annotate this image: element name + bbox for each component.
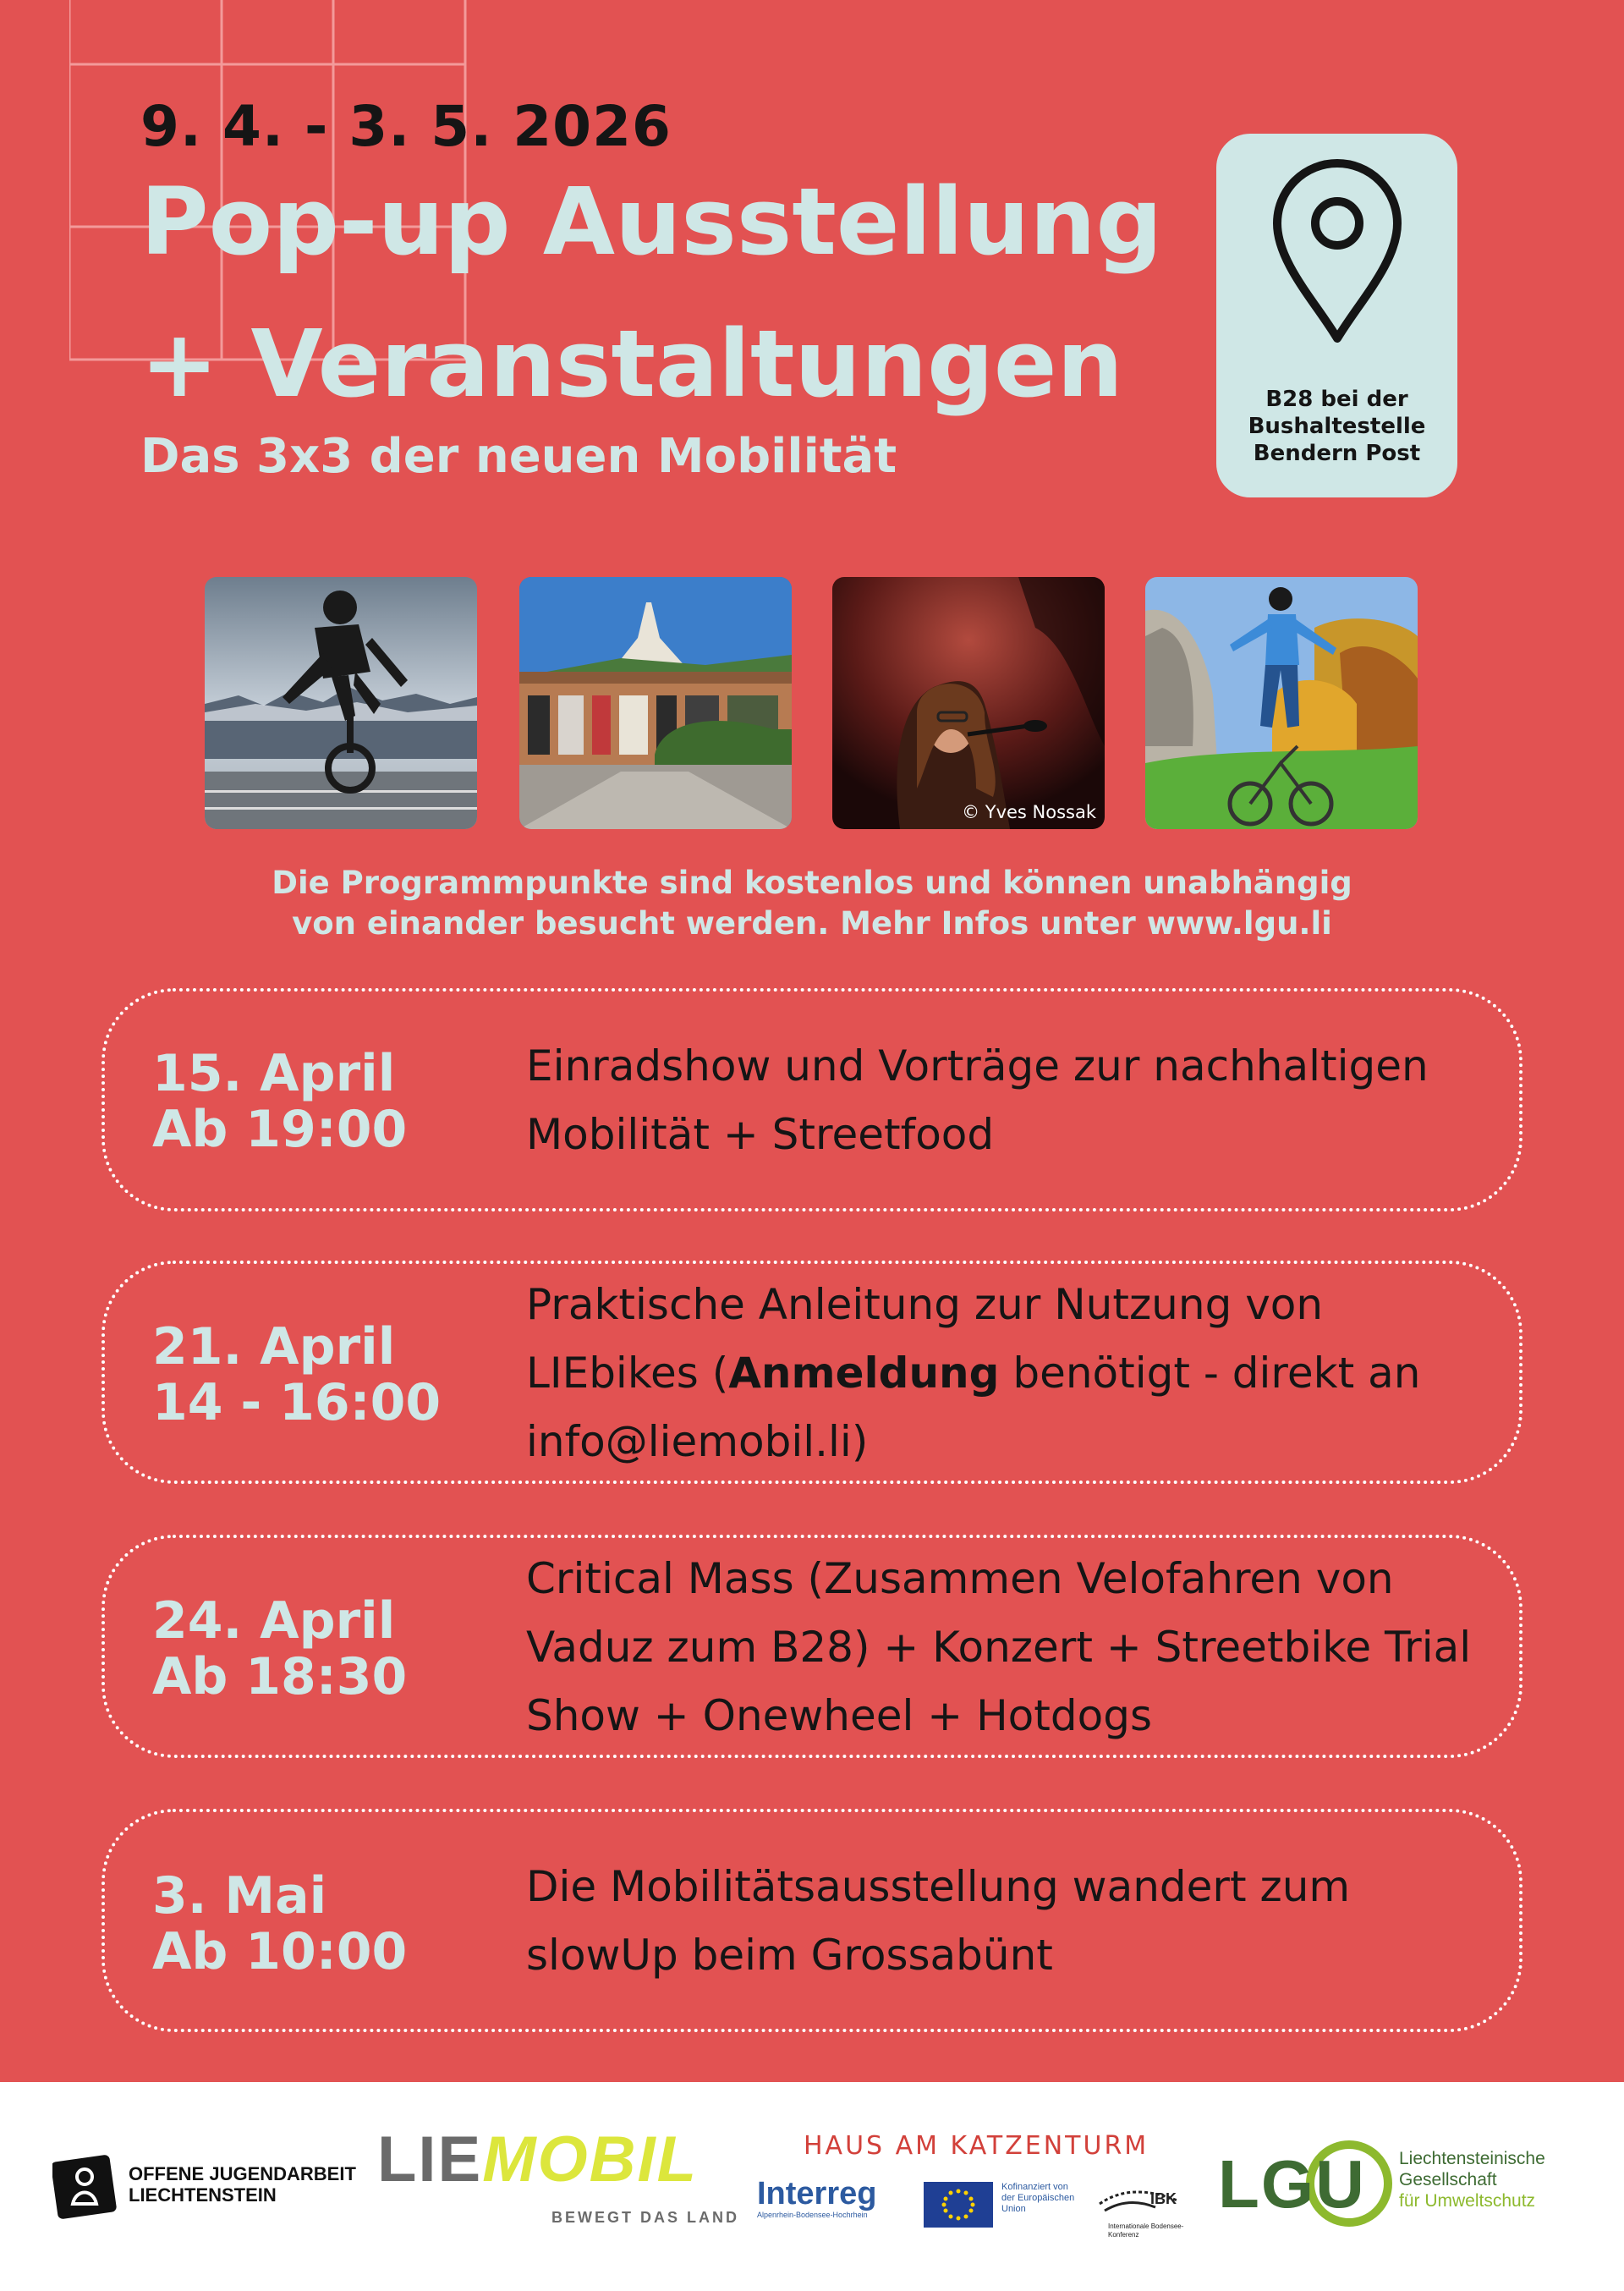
map-pin-icon [1265,151,1409,345]
liemobil-tagline: BEWEGT DAS LAND [551,2209,739,2226]
event-description-text: Einradshow und Vorträge zur nachhaltigen Mobilität + Streetfood [526,1041,1429,1159]
footer-logos [0,2082,1624,2291]
event-when [152,1046,407,1157]
ibk-abbr: IBK [1150,2190,1177,2207]
oja-line-2: LIECHTENSTEIN [129,2184,277,2206]
ibk-text: Internationale Bodensee-Konferenz [1108,2222,1184,2239]
interreg-logo [757,2177,926,2228]
lgu-line-1: Liechtensteinische [1399,2149,1545,2168]
photo-credit: © Yves Nossak [962,802,1096,822]
event-when [152,1868,407,1980]
subtitle: Das 3x3 der neuen Mobilität [140,429,897,484]
liemobil-lie: LIE [377,2123,483,2195]
event-description [526,1032,1490,1169]
b28-building-photo [519,577,792,829]
oja-logo [52,2151,356,2222]
registration-note: Anmeldung [728,1349,1000,1398]
title-line-2: + Veranstaltungen [140,310,1123,418]
lgu-l: L [1218,2146,1261,2222]
location-line-3: Bendern Post [1253,441,1421,466]
location-text [1216,386,1457,467]
event-description-text: Critical Mass (Zusammen Velofahren von Vaduz zum B28) + Konzert + Streetbike Trial Show + Onewheel + Hotdogs [526,1554,1472,1740]
event-description-text: Die Mobilitätsausstellung wandert zum slowUp beim Grossabünt [526,1862,1351,1980]
event-card [102,988,1522,1211]
katzenturm-logo [804,2131,1149,2165]
event-description [526,1853,1490,1990]
lgu-line-3: für Umweltschutz [1399,2191,1536,2211]
event-when [152,1319,441,1431]
event-date: 21. April [152,1317,396,1376]
lgu-u: U [1315,2146,1366,2222]
interreg-name: Interreg [757,2176,877,2211]
page-title [140,151,1162,435]
unicycle-jump-photo [205,577,477,829]
oja-line-1: OFFENE JUGENDARBEIT [129,2163,356,2184]
katzenturm-text: HAUS AM KATZENTURM [804,2131,1149,2161]
lgu-line-2: Gesellschaft [1399,2170,1497,2189]
trial-bike-photo [1145,577,1418,829]
event-date: 15. April [152,1044,396,1103]
event-card [102,1809,1522,2032]
lgu-g: G [1260,2146,1316,2222]
eu-flag-icon [924,2182,993,2228]
event-description-text: Praktische Anleitung zur Nutzung von LIEbikes ( [526,1280,1324,1398]
title-line-1: Pop-up Ausstellung [140,168,1163,276]
location-line-2: Bushaltestelle [1248,414,1426,439]
event-time: Ab 18:30 [152,1647,408,1706]
event-description-text-end: benötigt - direkt an info@liemobil.li) [526,1349,1421,1466]
event-card [102,1261,1522,1484]
event-description [526,1271,1490,1476]
event-date: 24. April [152,1591,396,1651]
singer-photo [832,577,1105,829]
event-time: Ab 19:00 [152,1100,408,1159]
liemobil-mobil: MOBIL [482,2123,699,2195]
event-date: 3. Mai [152,1866,327,1926]
interreg-region: Alpenrhein-Bodensee-Hochrhein [757,2211,868,2219]
info-text [135,863,1489,944]
location-line-1: B28 bei der [1265,387,1408,412]
event-description [526,1545,1490,1750]
liemobil-logo [377,2123,739,2236]
event-time: Ab 10:00 [152,1922,408,1981]
location-card [1216,134,1457,497]
event-time: 14 - 16:00 [152,1373,442,1432]
event-when [152,1593,407,1705]
eu-cofinanced-text: Kofinanziert von der Europäischen Union [1001,2182,1075,2214]
event-card [102,1535,1522,1758]
info-line-1: Die Programmpunkte sind kostenlos und können unabhängig [272,865,1352,901]
date-range: 9. 4. - 3. 5. 2026 [140,94,672,159]
info-line-2: von einander besucht werden. Mehr Infos unter www.lgu.li [292,905,1332,942]
oja-icon [52,2153,118,2219]
ibk-logo [1096,2182,1189,2258]
lgu-logo [1218,2134,1599,2236]
